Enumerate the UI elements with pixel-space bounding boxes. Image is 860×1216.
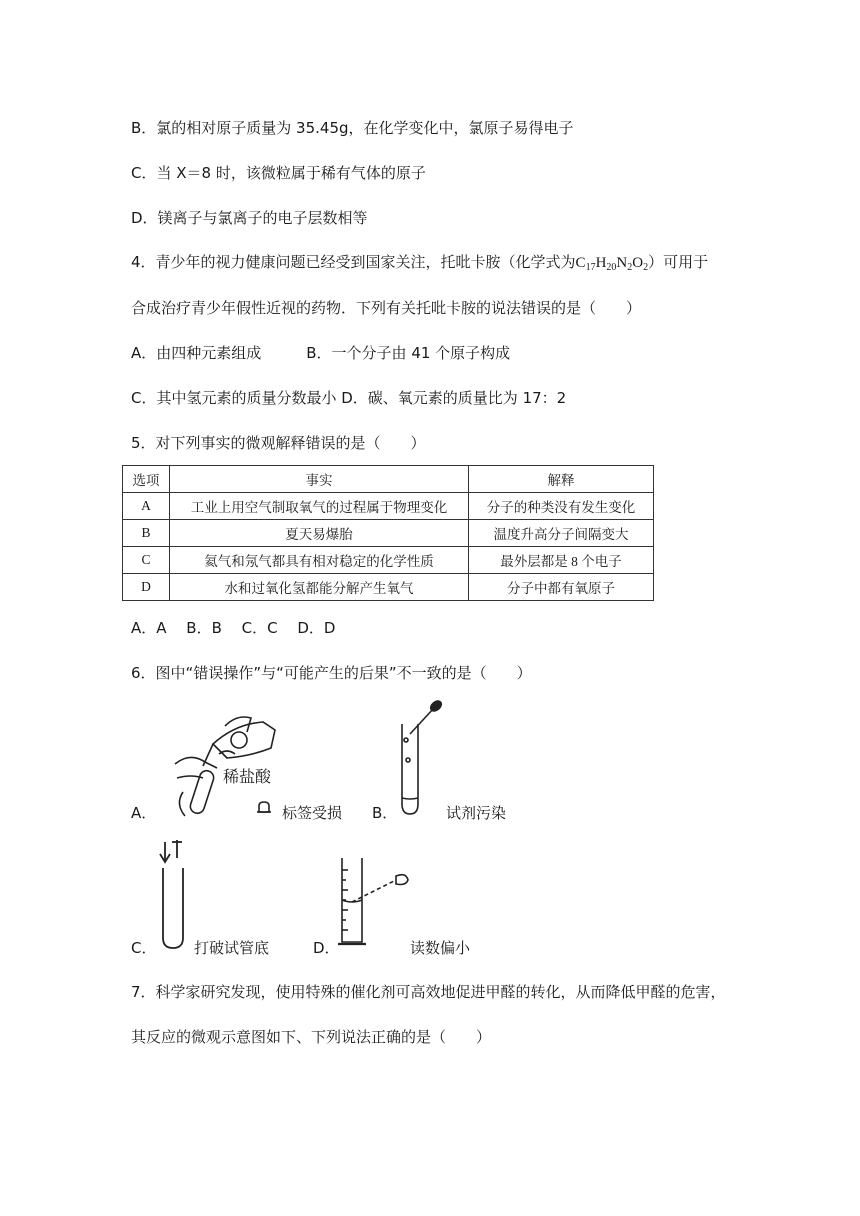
table-header-row — [123, 466, 654, 493]
table-cell: 温度升高分子间隔变大 — [469, 520, 654, 547]
table-cell: 夏天易爆胎 — [170, 520, 469, 547]
table-cell: 最外层都是 8 个电子 — [469, 547, 654, 574]
table-header-cell: 选项 — [123, 466, 170, 493]
table-cell: 工业上用空气制取氧气的过程属于物理变化 — [170, 493, 469, 520]
figure-b-prefix: B． — [372, 804, 398, 822]
table-cell: D — [123, 574, 170, 601]
table-cell: B — [123, 520, 170, 547]
option-d-text: D．镁离子与氯离子的电子层数相等 — [131, 209, 368, 227]
table-cell: C — [123, 547, 170, 574]
bottle-cap-icon — [256, 800, 272, 814]
table-row — [123, 547, 654, 574]
table-cell: 分子的种类没有发生变化 — [469, 493, 654, 520]
question-4-text: 4．青少年的视力健康问题已经受到国家关注，托吡卡胺（化学式为 — [131, 253, 576, 271]
table-row — [123, 574, 654, 601]
table-row — [123, 493, 654, 520]
question-4-text-end: ）可用于 — [648, 253, 709, 271]
bottle-label: 稀盐酸 — [223, 767, 272, 786]
option-b-text: B．氯的相对原子质量为 35.45g，在化学变化中，氯原子易得电子 — [131, 119, 574, 137]
question-4-options-ab: A．由四种元素组成 B．一个分子由 41 个原子构成 — [131, 344, 511, 362]
figure-d-caption: 读数偏小 — [410, 939, 471, 957]
table-cell: A — [123, 493, 170, 520]
option-c-text: C．当 X＝8 时，该微粒属于稀有气体的原子 — [131, 164, 426, 182]
figure-b-caption: 试剂污染 — [446, 804, 507, 822]
question-4-line-1 — [131, 252, 708, 278]
figure-a-prefix: A． — [131, 804, 157, 822]
question-5-answers: A．A B．B C．C D．D — [131, 619, 336, 637]
figure-d-prefix: D． — [313, 939, 340, 957]
table-cell: 水和过氧化氢都能分解产生氧气 — [170, 574, 469, 601]
table-cell: 氦气和氖气都具有相对稳定的化学性质 — [170, 547, 469, 574]
facts-table — [122, 465, 654, 601]
chemical-formula: $C_{17}H_{20}N_2O_2$ — [575, 255, 649, 273]
question-6-stem: 6．图中“错误操作”与“可能产生的后果”不一致的是（ ） — [131, 664, 532, 682]
graduated-cylinder-illustration — [336, 856, 416, 950]
figure-c-caption: 打破试管底 — [194, 939, 270, 957]
figure-c-prefix: C． — [131, 939, 157, 957]
question-7-line-2: 其反应的微观示意图如下、下列说法正确的是（ ） — [131, 1028, 492, 1046]
table-header-cell: 解释 — [469, 466, 654, 493]
table-cell: 分子中都有氧原子 — [469, 574, 654, 601]
table-header-cell: 事实 — [170, 466, 469, 493]
figure-a-caption: 标签受损 — [282, 804, 343, 822]
question-4-options-cd: C．其中氢元素的质量分数最小 D．碳、氧元素的质量比为 17：2 — [131, 389, 567, 407]
vertical-test-tube-illustration — [155, 838, 195, 952]
question-5-stem: 5．对下列事实的微观解释错误的是（ ） — [131, 434, 426, 452]
question-7-line-1: 7．科学家研究发现，使用特殊的催化剂可高效地促进甲醛的转化，从而降低甲醛的危害， — [131, 983, 726, 1001]
test-tube-dropper-illustration — [396, 700, 446, 820]
table-row — [123, 520, 654, 547]
question-4-line-2: 合成治疗青少年假性近视的药物．下列有关托吡卡胺的说法错误的是（ ） — [131, 299, 642, 317]
